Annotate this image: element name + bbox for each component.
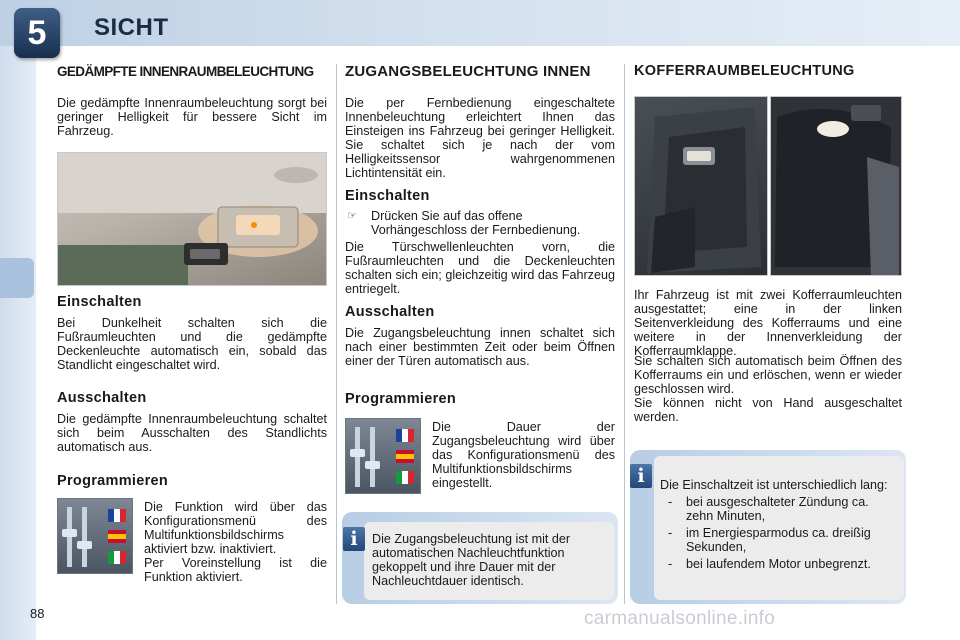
info-icon: i	[630, 464, 652, 488]
chapter-number-badge: 5	[14, 8, 60, 58]
section-heading-zugang: ZUGANGSBELEUCHTUNG INNEN	[345, 63, 591, 80]
programmieren-text-1a: Die Funktion wird über das Konfigurationsmenü des Multifunktionsbildschirms aktiviert bzw. inaktiviert.	[144, 500, 327, 556]
einschalten-text-2: Die Türschwellenleuchten vorn, die Fußraumleuchten und die Deckenleuchten schalten sich ein; gleichzeitig wird das Fahrzeug entriegelt.	[345, 240, 615, 296]
page-number: 88	[30, 606, 45, 621]
info-intro-3: Die Einschaltzeit ist unterschiedlich lang:	[660, 478, 888, 492]
ausschalten-heading-2: Ausschalten	[345, 304, 435, 320]
programmieren-text-2: Die Dauer der Zugangsbeleuchtung wird über das Konfigurationsmenü des Multifunktionsbildschirms eingestellt.	[432, 420, 615, 490]
trunk-lid-illustration	[771, 97, 902, 276]
side-strip	[0, 46, 36, 640]
column-divider-1	[336, 64, 337, 604]
column-divider-2	[624, 64, 625, 604]
config-menu-icon-2	[345, 418, 421, 494]
einschalten-text-1: Bei Dunkelheit schalten sich die Fußraumleuchten und die gedämpfte Deckenleuchte automatisch ein, sobald das Standlicht eingeschaltet wird.	[57, 316, 327, 372]
programmieren-heading-1: Programmieren	[57, 473, 169, 489]
programmieren-heading-2: Programmieren	[345, 391, 457, 407]
info-list-item: - bei ausgeschalteter Zündung ca. zehn Minuten,	[668, 495, 869, 523]
info-box-2	[364, 522, 614, 600]
config-menu-icon-1	[57, 498, 133, 574]
koffer-text-1: Ihr Fahrzeug ist mit zwei Kofferraumleuchten ausgestattet; eine in der linken Seitenverkleidung des Kofferraums und eine weitere in der Innenverkleidung der Kofferraumklappe.	[634, 288, 902, 358]
page-title: SICHT	[94, 14, 169, 41]
ausschalten-text-1: Die gedämpfte Innenraumbeleuchtung schaltet sich beim Ausschalten des Standlichts automatisch aus.	[57, 412, 327, 454]
pointing-hand-icon: ☞	[347, 210, 357, 222]
einschalten-heading-2: Einschalten	[345, 188, 430, 204]
info-text-2: Die Zugangsbeleuchtung ist mit der automatischen Nachleuchtfunktion gekoppelt und ihre Dauer mit der Nachleuchtdauer identisch.	[372, 532, 571, 588]
trunk-lid-light-photo	[770, 96, 902, 276]
zugang-intro-text: Die per Fernbedienung eingeschaltete Innenbeleuchtung erleichtert Ihnen das Einsteigen ins Fahrzeug bei geringer Helligkeit. Sie schaltet sich je nach der vom Helligkeitssensor wahrgenommenen Lichtintensität ein.	[345, 96, 615, 180]
info-list-item: - bei laufendem Motor unbegrenzt.	[668, 557, 871, 571]
sliders-icon	[346, 419, 422, 495]
section-heading-gedaempfte: GEDÄMPFTE INNENRAUMBELEUCHTUNG	[57, 64, 314, 79]
watermark: carmanualsonline.info	[584, 608, 776, 629]
gedaempfte-intro-text: Die gedämpfte Innenraumbeleuchtung sorgt bei geringer Helligkeit für bessere Sicht im Fahrzeug.	[57, 96, 327, 138]
info-list-item: - im Energiesparmodus ca. dreißig Sekunden,	[668, 526, 871, 554]
chapter-side-tab	[0, 258, 34, 298]
trunk-side-light-photo	[634, 96, 768, 276]
einschalten-bullet-text: Drücken Sie auf das offene Vorhängeschloss der Fernbedienung.	[371, 209, 581, 237]
einschalten-bullet	[345, 209, 615, 237]
programmieren-text-1b: Per Voreinstellung ist die Funktion aktiviert.	[144, 556, 327, 584]
sliders-icon	[58, 499, 134, 575]
info-box-3	[654, 456, 904, 600]
einschalten-heading-1: Einschalten	[57, 294, 142, 310]
ceiling-light-illustration	[58, 153, 327, 286]
section-heading-koffer: KOFFERRAUMBELEUCHTUNG	[634, 63, 855, 79]
info-icon: i	[343, 527, 365, 551]
koffer-text-3: Sie können nicht von Hand ausgeschaltet werden.	[634, 396, 902, 424]
ausschalten-text-2: Die Zugangsbeleuchtung innen schaltet sich nach einer bestimmten Zeit oder beim Öffnen einer der Türen automatisch aus.	[345, 326, 615, 368]
trunk-side-illustration	[635, 97, 768, 276]
ceiling-light-photo	[57, 152, 327, 286]
koffer-text-2: Sie schalten sich automatisch beim Öffnen des Kofferraums ein und erlöschen, wenn er wieder geschlossen wird.	[634, 354, 902, 396]
ausschalten-heading-1: Ausschalten	[57, 390, 147, 406]
